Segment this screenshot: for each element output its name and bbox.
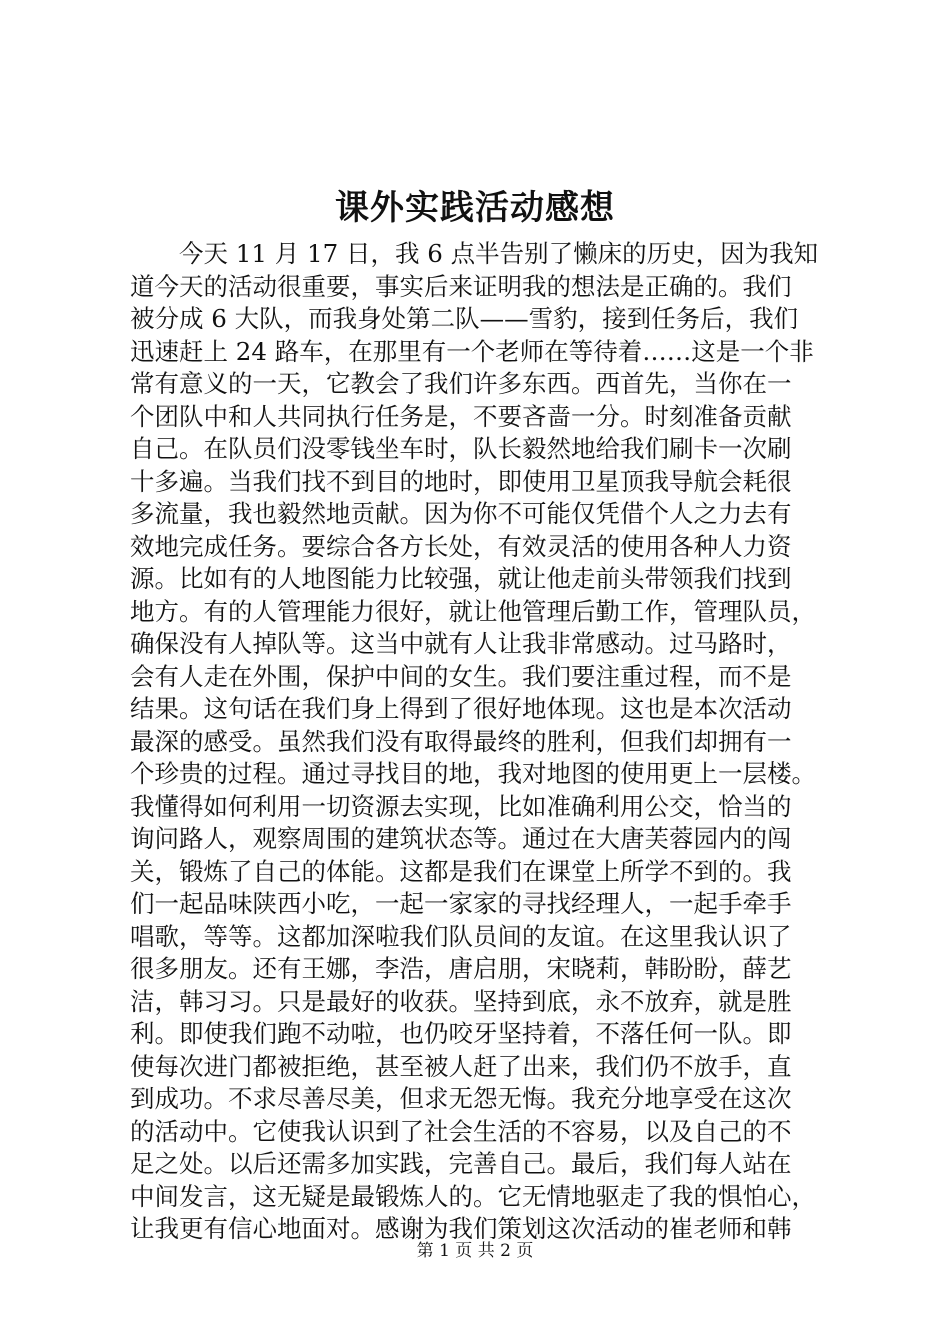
body-line: 今天 11 月 17 日，我 6 点半告别了懒床的历史，因为我知 [130,239,819,268]
body-line: 十多遍。当我们找不到目的地时，即使用卫星顶我导航会耗很 [130,466,792,496]
body-line: 们一起品味陕西小吃，一起一家家的寻找经理人，一起手牵手 [130,889,792,918]
body-line: 很多朋友。还有王娜，李浩，唐启朋，宋晓莉，韩盼盼，薛艺 [130,954,792,983]
body-line: 迅速赶上 24 路车，在那里有一个老师在等待着……这是一个非 [130,336,814,366]
body-line: 确保没有人掉队等。这当中就有人让我非常感动。过马路时， [130,629,792,658]
body-line: 地方。有的人管理能力很好，就让他管理后勤工作，管理队员， [130,596,816,626]
body-line: 中间发言，这无疑是最锻炼人的。它无情地驱走了我的惧怕心， [130,1181,816,1211]
page-footer: 第 1 页 共 2 页 [416,1241,534,1261]
body-line: 源。比如有的人地图能力比较强，就让他走前头带领我们找到 [130,564,792,593]
body-line: 唱歌，等等。这都加深啦我们队员间的友谊。在这里我认识了 [130,921,792,951]
body-line: 个珍贵的过程。通过寻找目的地，我对地图的使用更上一层楼。 [130,759,816,788]
document-body [130,238,830,1246]
body-line: 到成功。不求尽善尽美，但求无怨无悔。我充分地享受在这次 [130,1084,792,1113]
body-line: 利。即使我们跑不动啦，也仍咬牙坚持着，不落任何一队。即 [130,1019,792,1048]
body-line: 常有意义的一天，它教会了我们许多东西。西首先，当你在一 [130,369,792,398]
body-line: 结果。这句话在我们身上得到了很好地体现。这也是本次活动 [130,694,792,723]
body-line: 会有人走在外围，保护中间的女生。我们要注重过程，而不是 [130,661,792,691]
body-line: 询问路人，观察周围的建筑状态等。通过在大唐芙蓉园内的闯 [130,824,792,853]
body-line: 的活动中。它使我认识到了社会生活的不容易，以及自己的不 [130,1116,792,1146]
body-line: 我懂得如何利用一切资源去实现，比如准确利用公交，恰当的 [130,791,792,821]
body-line: 被分成 6 大队，而我身处第二队——雪豹，接到任务后，我们 [130,304,799,333]
body-line: 足之处。以后还需多加实践，完善自己。最后，我们每人站在 [130,1149,792,1178]
body-line: 多流量，我也毅然地贡献。因为你不可能仅凭借个人之力去有 [130,499,792,528]
body-line: 让我更有信心地面对。感谢为我们策划这次活动的崔老师和韩 [130,1214,792,1243]
body-line: 最深的感受。虽然我们没有取得最终的胜利，但我们却拥有一 [130,726,792,756]
body-line: 自己。在队员们没零钱坐车时，队长毅然地给我们刷卡一次刷 [130,434,792,463]
body-line: 个团队中和人共同执行任务是，不要吝啬一分。时刻准备贡献 [130,401,792,431]
document-title: 课外实践活动感想 [335,188,615,228]
body-line: 使每次进门都被拒绝，甚至被人赶了出来，我们仍不放手，直 [130,1051,792,1081]
body-line: 道今天的活动很重要，事实后来证明我的想法是正确的。我们 [130,271,792,301]
body-line: 洁，韩习习。只是最好的收获。坚持到底，永不放弃，就是胜 [130,986,792,1016]
body-line: 关，锻炼了自己的体能。这都是我们在课堂上所学不到的。我 [130,856,792,886]
body-line: 效地完成任务。要综合各方长处，有效灵活的使用各种人力资 [130,531,792,561]
